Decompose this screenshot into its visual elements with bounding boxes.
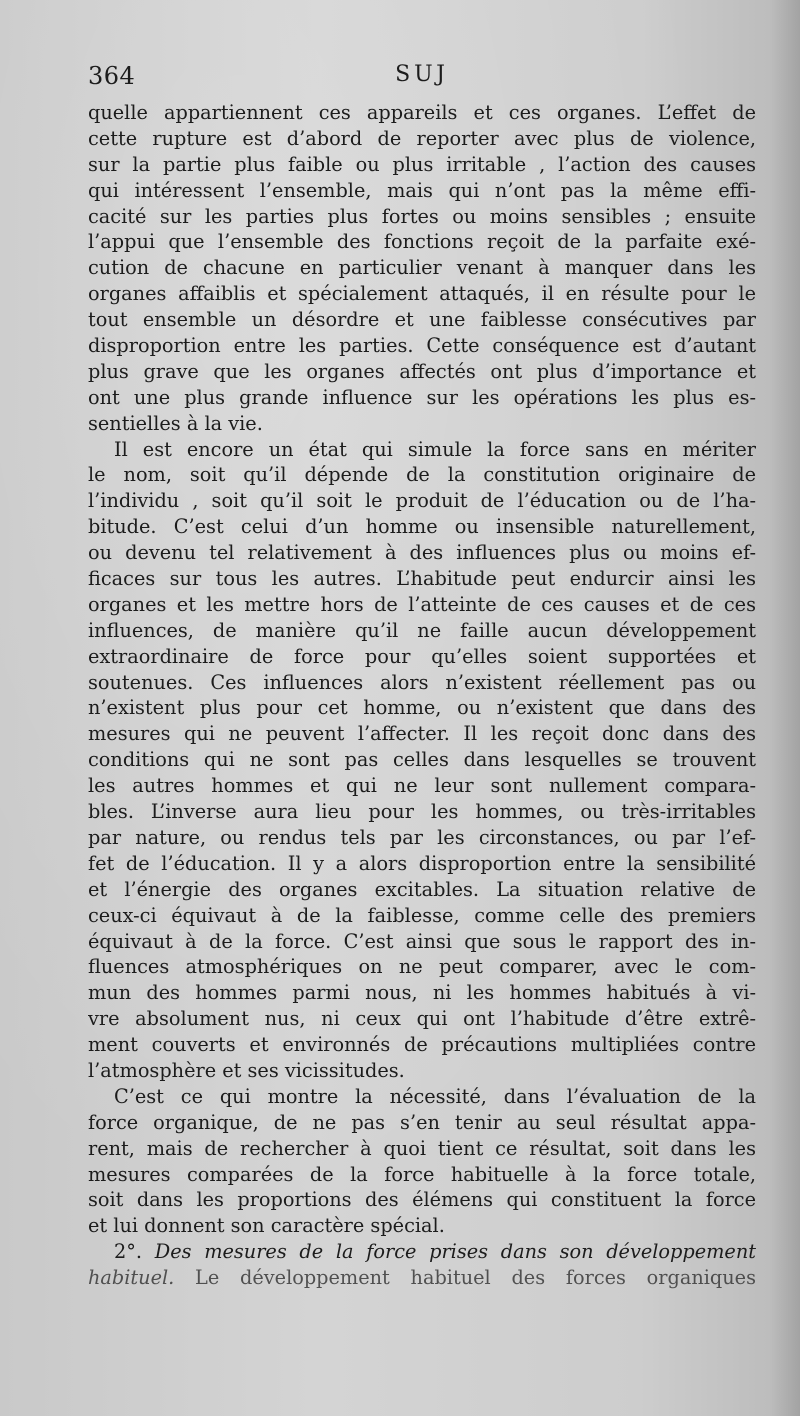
text-line: extraordinaire de force pour qu’elles soient supportées et xyxy=(88,644,756,668)
paragraph-start-line: Il est encore un état qui simule la force sans en mériter xyxy=(114,437,756,461)
text-line: rent, mais de rechercher à quoi tient ce résultat, soit dans les xyxy=(88,1136,756,1160)
text-line: sentielles à la vie. xyxy=(88,411,263,435)
text-line: n’existent plus pour cet homme, ou n’existent que dans des xyxy=(88,696,756,720)
text-line: organes affaiblis et spécialement attaqués, il en résulte pour le xyxy=(88,282,756,306)
text-line: force organique, de ne pas s’en tenir au seul résultat appa- xyxy=(88,1110,756,1134)
text-line: qui intéressent l’ensemble, mais qui n’ont pas la même effi- xyxy=(88,178,756,202)
paragraph-start-line: C’est ce qui montre la nécessité, dans l’évaluation de la xyxy=(114,1084,756,1108)
text-line: le nom, soit qu’il dépende de la constitution originaire de xyxy=(88,463,756,487)
text-line: ceux-ci équivaut à de la faiblesse, comme celle des premiers xyxy=(88,903,756,927)
text-line: l’individu , soit qu’il soit le produit de l’éducation ou de l’ha- xyxy=(88,489,756,513)
text-line: cution de chacune en particulier venant à manquer dans les xyxy=(88,256,756,280)
text-line: sur la partie plus faible ou plus irritable , l’action des causes xyxy=(88,152,756,176)
section-heading-line xyxy=(88,1239,756,1265)
text-line: ont une plus grande influence sur les opérations les plus es- xyxy=(88,385,756,409)
text-line: ou devenu tel relativement à des influences plus ou moins ef- xyxy=(88,541,756,565)
text-line: disproportion entre les parties. Cette conséquence est d’autant xyxy=(88,334,756,358)
text-line: conditions qui ne sont pas celles dans lesquelles se trouvent xyxy=(88,748,756,772)
running-head: SUJ xyxy=(395,62,449,87)
text-line: bles. L’inverse aura lieu pour les hommes, ou très-irritables xyxy=(88,800,756,824)
section-text-line xyxy=(88,1265,756,1291)
text-line: tout ensemble un désordre et une faiblesse consécutives par xyxy=(88,308,756,332)
text-line: fet de l’éducation. Il y a alors disproportion entre la sensibilité xyxy=(88,851,756,875)
text-line: vre absolument nus, ni ceux qui ont l’habitude d’être extrê- xyxy=(88,1007,756,1031)
text-line: et l’énergie des organes excitables. La situation relative de xyxy=(88,877,756,901)
text-line: soutenues. Ces influences alors n’existent réellement pas ou xyxy=(88,670,756,694)
text-line: cacité sur les parties plus fortes ou moins sensibles ; ensuite xyxy=(88,204,756,228)
text-line: fluences atmosphériques on ne peut comparer, avec le com- xyxy=(88,955,756,979)
text-line: l’appui que l’ensemble des fonctions reçoit de la parfaite exé- xyxy=(88,230,756,254)
text-line: organes et les mettre hors de l’atteinte de ces causes et de ces xyxy=(88,592,756,616)
text-line: ficaces sur tous les autres. L’habitude peut endurcir ainsi les xyxy=(88,567,756,591)
section-title-continued: habituel. xyxy=(88,1266,175,1290)
text-line: bitude. C’est celui d’un homme ou insensible naturellement, xyxy=(88,515,756,539)
page-number: 364 xyxy=(88,62,136,90)
text-line: cette rupture est d’abord de reporter avec plus de violence, xyxy=(88,126,756,150)
text-line: les autres hommes et qui ne leur sont nullement compara- xyxy=(88,774,756,798)
text-line: mesures comparées de la force habituelle à la force totale, xyxy=(88,1162,756,1186)
text-line: soit dans les proportions des élémens qui constituent la force xyxy=(88,1188,756,1212)
text-line: équivaut à de la force. C’est ainsi que sous le rapport des in- xyxy=(88,929,756,953)
text-line: mun des hommes parmi nous, ni les hommes habitués à vi- xyxy=(88,981,756,1005)
text-line: l’atmosphère et ses vicissitudes. xyxy=(88,1058,405,1082)
text-line: mesures qui ne peuvent l’affecter. Il les reçoit donc dans des xyxy=(88,722,756,746)
body-text xyxy=(88,100,756,1291)
section-text: Le développement habituel des forces organiques xyxy=(195,1266,756,1290)
text-line: plus grave que les organes affectés ont plus d’importance et xyxy=(88,359,756,383)
page-header xyxy=(88,62,756,96)
text-line: quelle appartiennent ces appareils et ces organes. L’effet de xyxy=(88,101,756,124)
text-line: et lui donnent son caractère spécial. xyxy=(88,1214,445,1238)
text-line: ment couverts et environnés de précautions multipliées contre xyxy=(88,1033,756,1057)
section-number: 2°. xyxy=(114,1240,143,1264)
text-line: par nature, ou rendus tels par les circonstances, ou par l’ef- xyxy=(88,825,756,849)
text-line: influences, de manière qu’il ne faille aucun développement xyxy=(88,618,756,642)
section-title: Des mesures de la force prises dans son développement xyxy=(154,1240,756,1264)
